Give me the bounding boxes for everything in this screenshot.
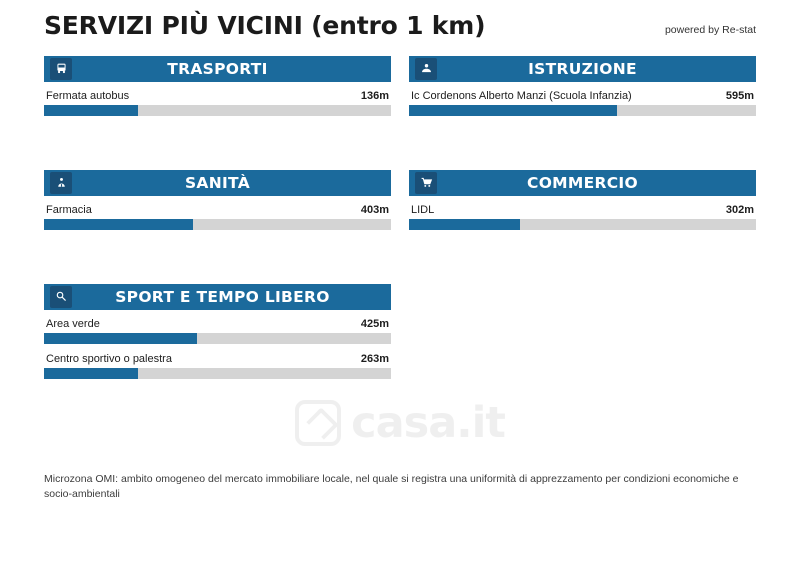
category-sanita bbox=[44, 170, 391, 230]
distance-bar-track bbox=[409, 105, 756, 116]
category-title: SPORT E TEMPO LIBERO bbox=[115, 287, 330, 306]
item-distance: 136m bbox=[360, 89, 389, 102]
distance-bar-track bbox=[44, 333, 391, 344]
page-title: SERVIZI PIÙ VICINI (entro 1 km) bbox=[44, 11, 486, 40]
distance-bar-track bbox=[44, 368, 391, 379]
category-items bbox=[409, 82, 756, 116]
bus-icon bbox=[50, 58, 72, 80]
distance-bar-fill bbox=[44, 368, 138, 379]
sport-icon bbox=[50, 286, 72, 308]
grid-spacer bbox=[409, 230, 756, 284]
distance-bar-fill bbox=[44, 105, 138, 116]
category-istruzione bbox=[409, 56, 756, 116]
distance-bar-track bbox=[409, 219, 756, 230]
item-name: Area verde bbox=[46, 317, 100, 330]
category-items bbox=[44, 310, 391, 379]
cart-icon bbox=[415, 172, 437, 194]
watermark-text: casa.it bbox=[351, 398, 505, 448]
distance-bar-fill bbox=[44, 333, 197, 344]
category-title: ISTRUZIONE bbox=[528, 59, 637, 78]
item-distance: 425m bbox=[360, 317, 389, 330]
category-items bbox=[409, 196, 756, 230]
category-header bbox=[409, 56, 756, 82]
item-name: Centro sportivo o palestra bbox=[46, 352, 172, 365]
category-header bbox=[44, 56, 391, 82]
list-item bbox=[44, 204, 391, 230]
item-name: Farmacia bbox=[46, 203, 92, 216]
category-header bbox=[44, 170, 391, 196]
distance-bar-track bbox=[44, 105, 391, 116]
item-distance: 302m bbox=[725, 203, 754, 216]
category-title: SANITÀ bbox=[184, 173, 251, 192]
item-distance: 263m bbox=[360, 352, 389, 365]
distance-bar-track bbox=[44, 219, 391, 230]
list-item bbox=[44, 318, 391, 344]
category-items bbox=[44, 196, 391, 230]
house-icon bbox=[295, 400, 341, 446]
page-header bbox=[44, 0, 756, 40]
category-items bbox=[44, 82, 391, 116]
item-name: Ic Cordenons Alberto Manzi (Scuola Infanzia) bbox=[411, 89, 632, 102]
powered-by-label: powered by Re-stat bbox=[664, 23, 756, 36]
categories-grid bbox=[44, 56, 756, 379]
health-icon bbox=[50, 172, 72, 194]
watermark bbox=[0, 398, 800, 448]
category-trasporti bbox=[44, 56, 391, 116]
category-sport bbox=[44, 284, 391, 379]
item-distance: 595m bbox=[725, 89, 754, 102]
item-name: Fermata autobus bbox=[46, 89, 130, 102]
distance-bar-fill bbox=[44, 219, 193, 230]
list-item bbox=[409, 90, 756, 116]
grid-spacer bbox=[409, 116, 756, 170]
category-title: TRASPORTI bbox=[167, 59, 268, 78]
category-header bbox=[409, 170, 756, 196]
category-commercio bbox=[409, 170, 756, 230]
distance-bar-fill bbox=[409, 105, 617, 116]
list-item bbox=[409, 204, 756, 230]
school-icon bbox=[415, 58, 437, 80]
category-title: COMMERCIO bbox=[527, 173, 638, 192]
list-item bbox=[44, 90, 391, 116]
item-name: LIDL bbox=[411, 203, 435, 216]
footer-note: Microzona OMI: ambito omogeneo del mercato immobiliare locale, nel quale si registra una uniformità di apprezzamento per condizioni economiche e socio-ambientali bbox=[44, 473, 739, 501]
category-header bbox=[44, 284, 391, 310]
grid-spacer bbox=[44, 230, 391, 284]
list-item bbox=[44, 353, 391, 379]
item-distance: 403m bbox=[360, 203, 389, 216]
grid-spacer bbox=[44, 116, 391, 170]
distance-bar-fill bbox=[409, 219, 520, 230]
